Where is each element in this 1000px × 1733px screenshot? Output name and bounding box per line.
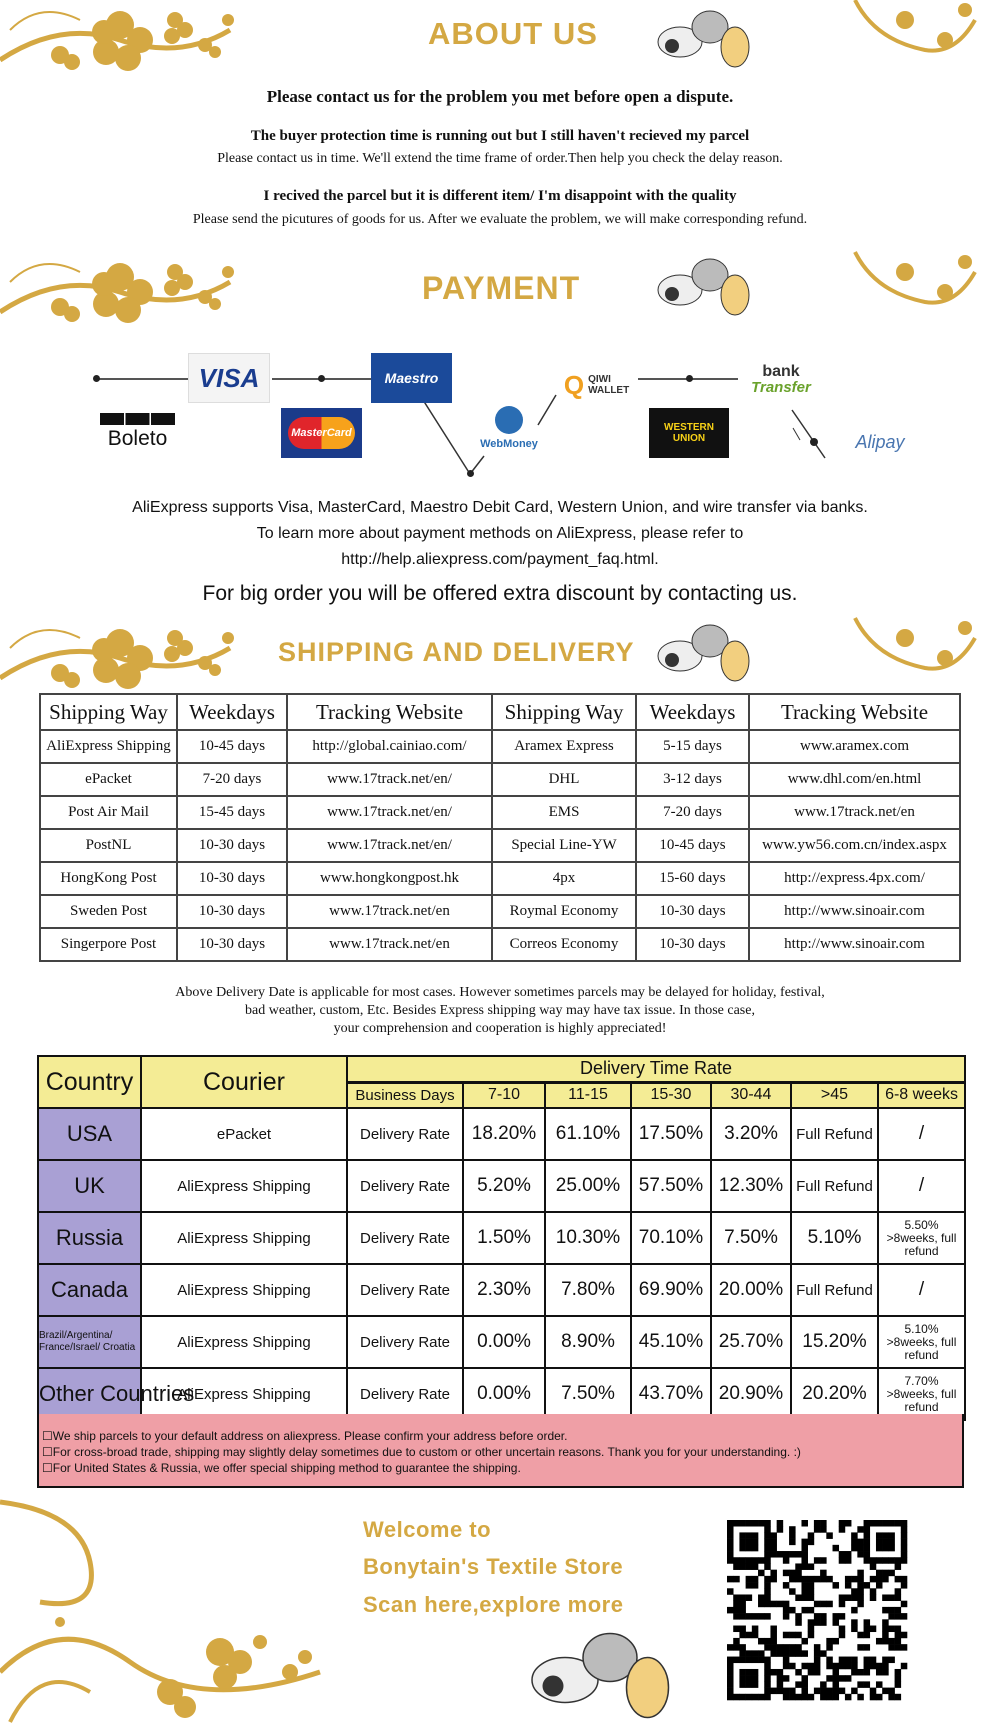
floral-ornament-icon bbox=[845, 252, 1000, 318]
rate-row bbox=[38, 1160, 965, 1212]
rate-row bbox=[38, 1108, 965, 1160]
rate-label-cell: Delivery Rate bbox=[347, 1212, 463, 1264]
business-days-column-header: 11-15 bbox=[545, 1082, 631, 1108]
table-cell: PostNL bbox=[40, 829, 177, 862]
country-cell: Brazil/Argentina/ France/Israel/ Croatia bbox=[38, 1316, 141, 1368]
floral-ornament-icon bbox=[0, 0, 250, 62]
country-cell: Other Countries bbox=[38, 1368, 141, 1420]
table-cell: 7-20 days bbox=[636, 796, 749, 829]
table-cell: 15-45 days bbox=[177, 796, 287, 829]
delivery-time-rate-header: Delivery Time Rate bbox=[347, 1056, 965, 1082]
rate-value-cell: 45.10% bbox=[631, 1316, 711, 1368]
courier-cell: AliExpress Shipping bbox=[141, 1264, 347, 1316]
business-days-column-header: 30-44 bbox=[711, 1082, 791, 1108]
rate-value-cell: 61.10% bbox=[545, 1108, 631, 1160]
table-cell: http://www.sinoair.com bbox=[749, 895, 960, 928]
delivery-rate-table bbox=[37, 1055, 966, 1421]
table-cell: www.17track.net/en bbox=[749, 796, 960, 829]
table-cell: www.dhl.com/en.html bbox=[749, 763, 960, 796]
payment-faq-link[interactable]: http://help.aliexpress.com/payment_faq.html. bbox=[341, 551, 659, 568]
floral-ornament-icon bbox=[0, 618, 250, 680]
rate-value-cell: / bbox=[878, 1264, 965, 1316]
country-cell: Russia bbox=[38, 1212, 141, 1264]
rate-value-cell: 25.70% bbox=[711, 1316, 791, 1368]
table-cell: www.hongkongpost.hk bbox=[287, 862, 492, 895]
table-cell: www.17track.net/en bbox=[287, 928, 492, 961]
table-cell: 10-30 days bbox=[177, 862, 287, 895]
table-cell: 10-30 days bbox=[636, 895, 749, 928]
table-cell: Aramex Express bbox=[492, 730, 636, 763]
courier-header: Courier bbox=[141, 1056, 347, 1108]
table-cell: 3-12 days bbox=[636, 763, 749, 796]
shipping-title: SHIPPING AND DELIVERY bbox=[278, 637, 635, 667]
shipping-note: ☐For United States & Russia, we offer special shipping method to guarantee the shipping. bbox=[42, 1461, 521, 1475]
rate-value-cell: 15.20% bbox=[791, 1316, 878, 1368]
courier-cell: AliExpress Shipping bbox=[141, 1160, 347, 1212]
table-cell: Correos Economy bbox=[492, 928, 636, 961]
courier-cell: AliExpress Shipping bbox=[141, 1212, 347, 1264]
table-cell: www.17track.net/en bbox=[287, 895, 492, 928]
table-cell: http://global.cainiao.com/ bbox=[287, 730, 492, 763]
rate-value-cell: 17.50% bbox=[631, 1108, 711, 1160]
store-qr-code[interactable] bbox=[727, 1520, 907, 1700]
country-cell: USA bbox=[38, 1108, 141, 1160]
about-us-title: ABOUT US bbox=[428, 16, 598, 51]
table-row bbox=[40, 895, 960, 928]
qiwi-wallet-logo: Q QIWI WALLET bbox=[563, 369, 630, 400]
floral-ornament-icon bbox=[845, 618, 1000, 680]
alipay-logo: Alipay bbox=[855, 432, 905, 452]
rate-value-cell: 1.50% bbox=[463, 1212, 545, 1264]
store-name: Bonytain's Textile Store bbox=[363, 1554, 624, 1579]
column-header: Weekdays bbox=[636, 694, 749, 730]
rate-value-cell: 0.00% bbox=[463, 1316, 545, 1368]
rate-label-cell: Delivery Rate bbox=[347, 1264, 463, 1316]
business-days-column-header: >45 bbox=[791, 1082, 878, 1108]
rate-value-cell: 3.20% bbox=[711, 1108, 791, 1160]
courier-cell: AliExpress Shipping bbox=[141, 1316, 347, 1368]
rate-label-cell: Delivery Rate bbox=[347, 1108, 463, 1160]
cats-illustration-icon bbox=[520, 1620, 680, 1720]
table-cell: http://www.sinoair.com bbox=[749, 928, 960, 961]
table-row bbox=[40, 928, 960, 961]
cats-illustration-icon bbox=[650, 250, 760, 316]
about-line: Please send the picutures of goods for us. After we evaluate the problem, we will make corresponding refund. bbox=[192, 212, 808, 227]
about-line: I recived the parcel but it is different item/ I'm disappoint with the quality bbox=[263, 188, 737, 204]
boleto-logo: Boleto bbox=[100, 413, 175, 453]
rate-row bbox=[38, 1368, 965, 1420]
rate-row bbox=[38, 1264, 965, 1316]
rate-value-cell: / bbox=[878, 1108, 965, 1160]
rate-label-cell: Delivery Rate bbox=[347, 1368, 463, 1420]
country-header: Country bbox=[38, 1056, 141, 1108]
table-cell: HongKong Post bbox=[40, 862, 177, 895]
table-cell: 10-30 days bbox=[177, 895, 287, 928]
western-union-logo: WESTERN UNION bbox=[649, 408, 729, 458]
delivery-note: bad weather, custom, Etc. Besides Express shipping way may have tax issue. In those case, bbox=[245, 1003, 755, 1018]
about-line: Please contact us for the problem you met before open a dispute. bbox=[266, 87, 734, 106]
welcome-text: Welcome to bbox=[363, 1517, 492, 1542]
table-row bbox=[40, 829, 960, 862]
country-cell: UK bbox=[38, 1160, 141, 1212]
rate-value-cell: 5.10% bbox=[791, 1212, 878, 1264]
rate-row bbox=[38, 1316, 965, 1368]
table-cell: 4px bbox=[492, 862, 636, 895]
rate-value-cell: Full Refund bbox=[791, 1108, 878, 1160]
rate-value-cell: 5.50% >8weeks, full refund bbox=[878, 1212, 965, 1264]
table-row bbox=[40, 730, 960, 763]
table-row bbox=[40, 796, 960, 829]
rate-value-cell: 5.20% bbox=[463, 1160, 545, 1212]
rate-value-cell: 8.90% bbox=[545, 1316, 631, 1368]
table-cell: Sweden Post bbox=[40, 895, 177, 928]
scan-prompt: Scan here,explore more bbox=[363, 1592, 624, 1617]
rate-value-cell: 25.00% bbox=[545, 1160, 631, 1212]
table-cell: EMS bbox=[492, 796, 636, 829]
webmoney-logo: WebMoney bbox=[470, 395, 548, 460]
rate-label-cell: Delivery Rate bbox=[347, 1316, 463, 1368]
table-cell: www.aramex.com bbox=[749, 730, 960, 763]
rate-value-cell: 70.10% bbox=[631, 1212, 711, 1264]
table-cell: Special Line-YW bbox=[492, 829, 636, 862]
bank-transfer-logo: bank Transfer bbox=[751, 363, 811, 396]
rate-value-cell: 7.70% >8weeks, full refund bbox=[878, 1368, 965, 1420]
table-cell: www.17track.net/en/ bbox=[287, 763, 492, 796]
rate-value-cell: 7.50% bbox=[545, 1368, 631, 1420]
business-days-column-header: Business Days bbox=[347, 1082, 463, 1108]
business-days-column-header: 15-30 bbox=[631, 1082, 711, 1108]
floral-swirl-icon bbox=[0, 1492, 330, 1733]
table-cell: 15-60 days bbox=[636, 862, 749, 895]
rate-value-cell: Full Refund bbox=[791, 1160, 878, 1212]
rate-value-cell: 43.70% bbox=[631, 1368, 711, 1420]
table-cell: 10-45 days bbox=[636, 829, 749, 862]
rate-value-cell: 20.00% bbox=[711, 1264, 791, 1316]
cats-illustration-icon bbox=[650, 2, 760, 64]
shipping-note: ☐For cross-broad trade, shipping may slightly delay sometimes due to custom or other uncertain reasons. Thank you for your understanding. :) bbox=[42, 1445, 801, 1459]
table-cell: 5-15 days bbox=[636, 730, 749, 763]
cats-illustration-icon bbox=[650, 616, 760, 680]
delivery-note: Above Delivery Date is applicable for most cases. However sometimes parcels may be delayed for holiday, festival, bbox=[175, 985, 825, 1000]
table-cell: www.17track.net/en/ bbox=[287, 829, 492, 862]
rate-value-cell: Full Refund bbox=[791, 1264, 878, 1316]
business-days-column-header: 6-8 weeks bbox=[878, 1082, 965, 1108]
about-line: The buyer protection time is running out but I still haven't recieved my parcel bbox=[250, 128, 750, 144]
table-row bbox=[40, 862, 960, 895]
table-cell: http://express.4px.com/ bbox=[749, 862, 960, 895]
column-header: Weekdays bbox=[177, 694, 287, 730]
table-cell: 10-30 days bbox=[177, 829, 287, 862]
rate-value-cell: / bbox=[878, 1160, 965, 1212]
shipping-table bbox=[39, 693, 961, 962]
column-header: Shipping Way bbox=[40, 694, 177, 730]
table-cell: AliExpress Shipping bbox=[40, 730, 177, 763]
globe-icon bbox=[495, 406, 523, 434]
table-cell: 10-30 days bbox=[177, 928, 287, 961]
rate-value-cell: 5.10% >8weeks, full refund bbox=[878, 1316, 965, 1368]
rate-value-cell: 12.30% bbox=[711, 1160, 791, 1212]
payment-text: AliExpress supports Visa, MasterCard, Maestro Debit Card, Western Union, and wire transfer via banks. bbox=[132, 499, 868, 516]
payment-text: For big order you will be offered extra discount by contacting us. bbox=[202, 582, 798, 605]
table-cell: 10-30 days bbox=[636, 928, 749, 961]
table-header-row bbox=[40, 694, 960, 730]
business-days-column-header: 7-10 bbox=[463, 1082, 545, 1108]
rate-value-cell: 69.90% bbox=[631, 1264, 711, 1316]
rate-value-cell: 57.50% bbox=[631, 1160, 711, 1212]
table-cell: DHL bbox=[492, 763, 636, 796]
delivery-note: your comprehension and cooperation is highly appreciated! bbox=[333, 1021, 667, 1036]
maestro-logo: Maestro bbox=[371, 353, 452, 403]
table-cell: 7-20 days bbox=[177, 763, 287, 796]
rate-value-cell: 7.80% bbox=[545, 1264, 631, 1316]
rate-value-cell: 20.20% bbox=[791, 1368, 878, 1420]
table-cell: Post Air Mail bbox=[40, 796, 177, 829]
rate-row bbox=[38, 1212, 965, 1264]
courier-cell: AliExpress Shipping bbox=[141, 1368, 347, 1420]
payment-text: To learn more about payment methods on AliExpress, please refer to bbox=[256, 525, 744, 542]
courier-cell: ePacket bbox=[141, 1108, 347, 1160]
rate-value-cell: 10.30% bbox=[545, 1212, 631, 1264]
floral-ornament-icon bbox=[845, 0, 1000, 62]
table-cell: Singerpore Post bbox=[40, 928, 177, 961]
about-line: Please contact us in time. We'll extend the time frame of order.Then help you check the delay reason. bbox=[217, 151, 783, 166]
shipping-note: ☐We ship parcels to your default address on aliexpress. Please confirm your address before order. bbox=[42, 1429, 568, 1443]
rate-value-cell: 18.20% bbox=[463, 1108, 545, 1160]
table-cell: 10-45 days bbox=[177, 730, 287, 763]
column-header: Shipping Way bbox=[492, 694, 636, 730]
table-cell: www.yw56.com.cn/index.aspx bbox=[749, 829, 960, 862]
rate-label-cell: Delivery Rate bbox=[347, 1160, 463, 1212]
table-cell: Roymal Economy bbox=[492, 895, 636, 928]
table-cell: ePacket bbox=[40, 763, 177, 796]
payment-title: PAYMENT bbox=[422, 270, 581, 306]
shipping-notes bbox=[37, 1414, 964, 1488]
rate-value-cell: 20.90% bbox=[711, 1368, 791, 1420]
table-cell: www.17track.net/en/ bbox=[287, 796, 492, 829]
visa-logo: VISA bbox=[188, 353, 270, 403]
floral-ornament-icon bbox=[0, 252, 250, 318]
country-cell: Canada bbox=[38, 1264, 141, 1316]
column-header: Tracking Website bbox=[287, 694, 492, 730]
rate-value-cell: 2.30% bbox=[463, 1264, 545, 1316]
mastercard-logo: MasterCard bbox=[281, 408, 362, 458]
table-row bbox=[40, 763, 960, 796]
column-header: Tracking Website bbox=[749, 694, 960, 730]
rate-value-cell: 7.50% bbox=[711, 1212, 791, 1264]
rate-value-cell: 0.00% bbox=[463, 1368, 545, 1420]
